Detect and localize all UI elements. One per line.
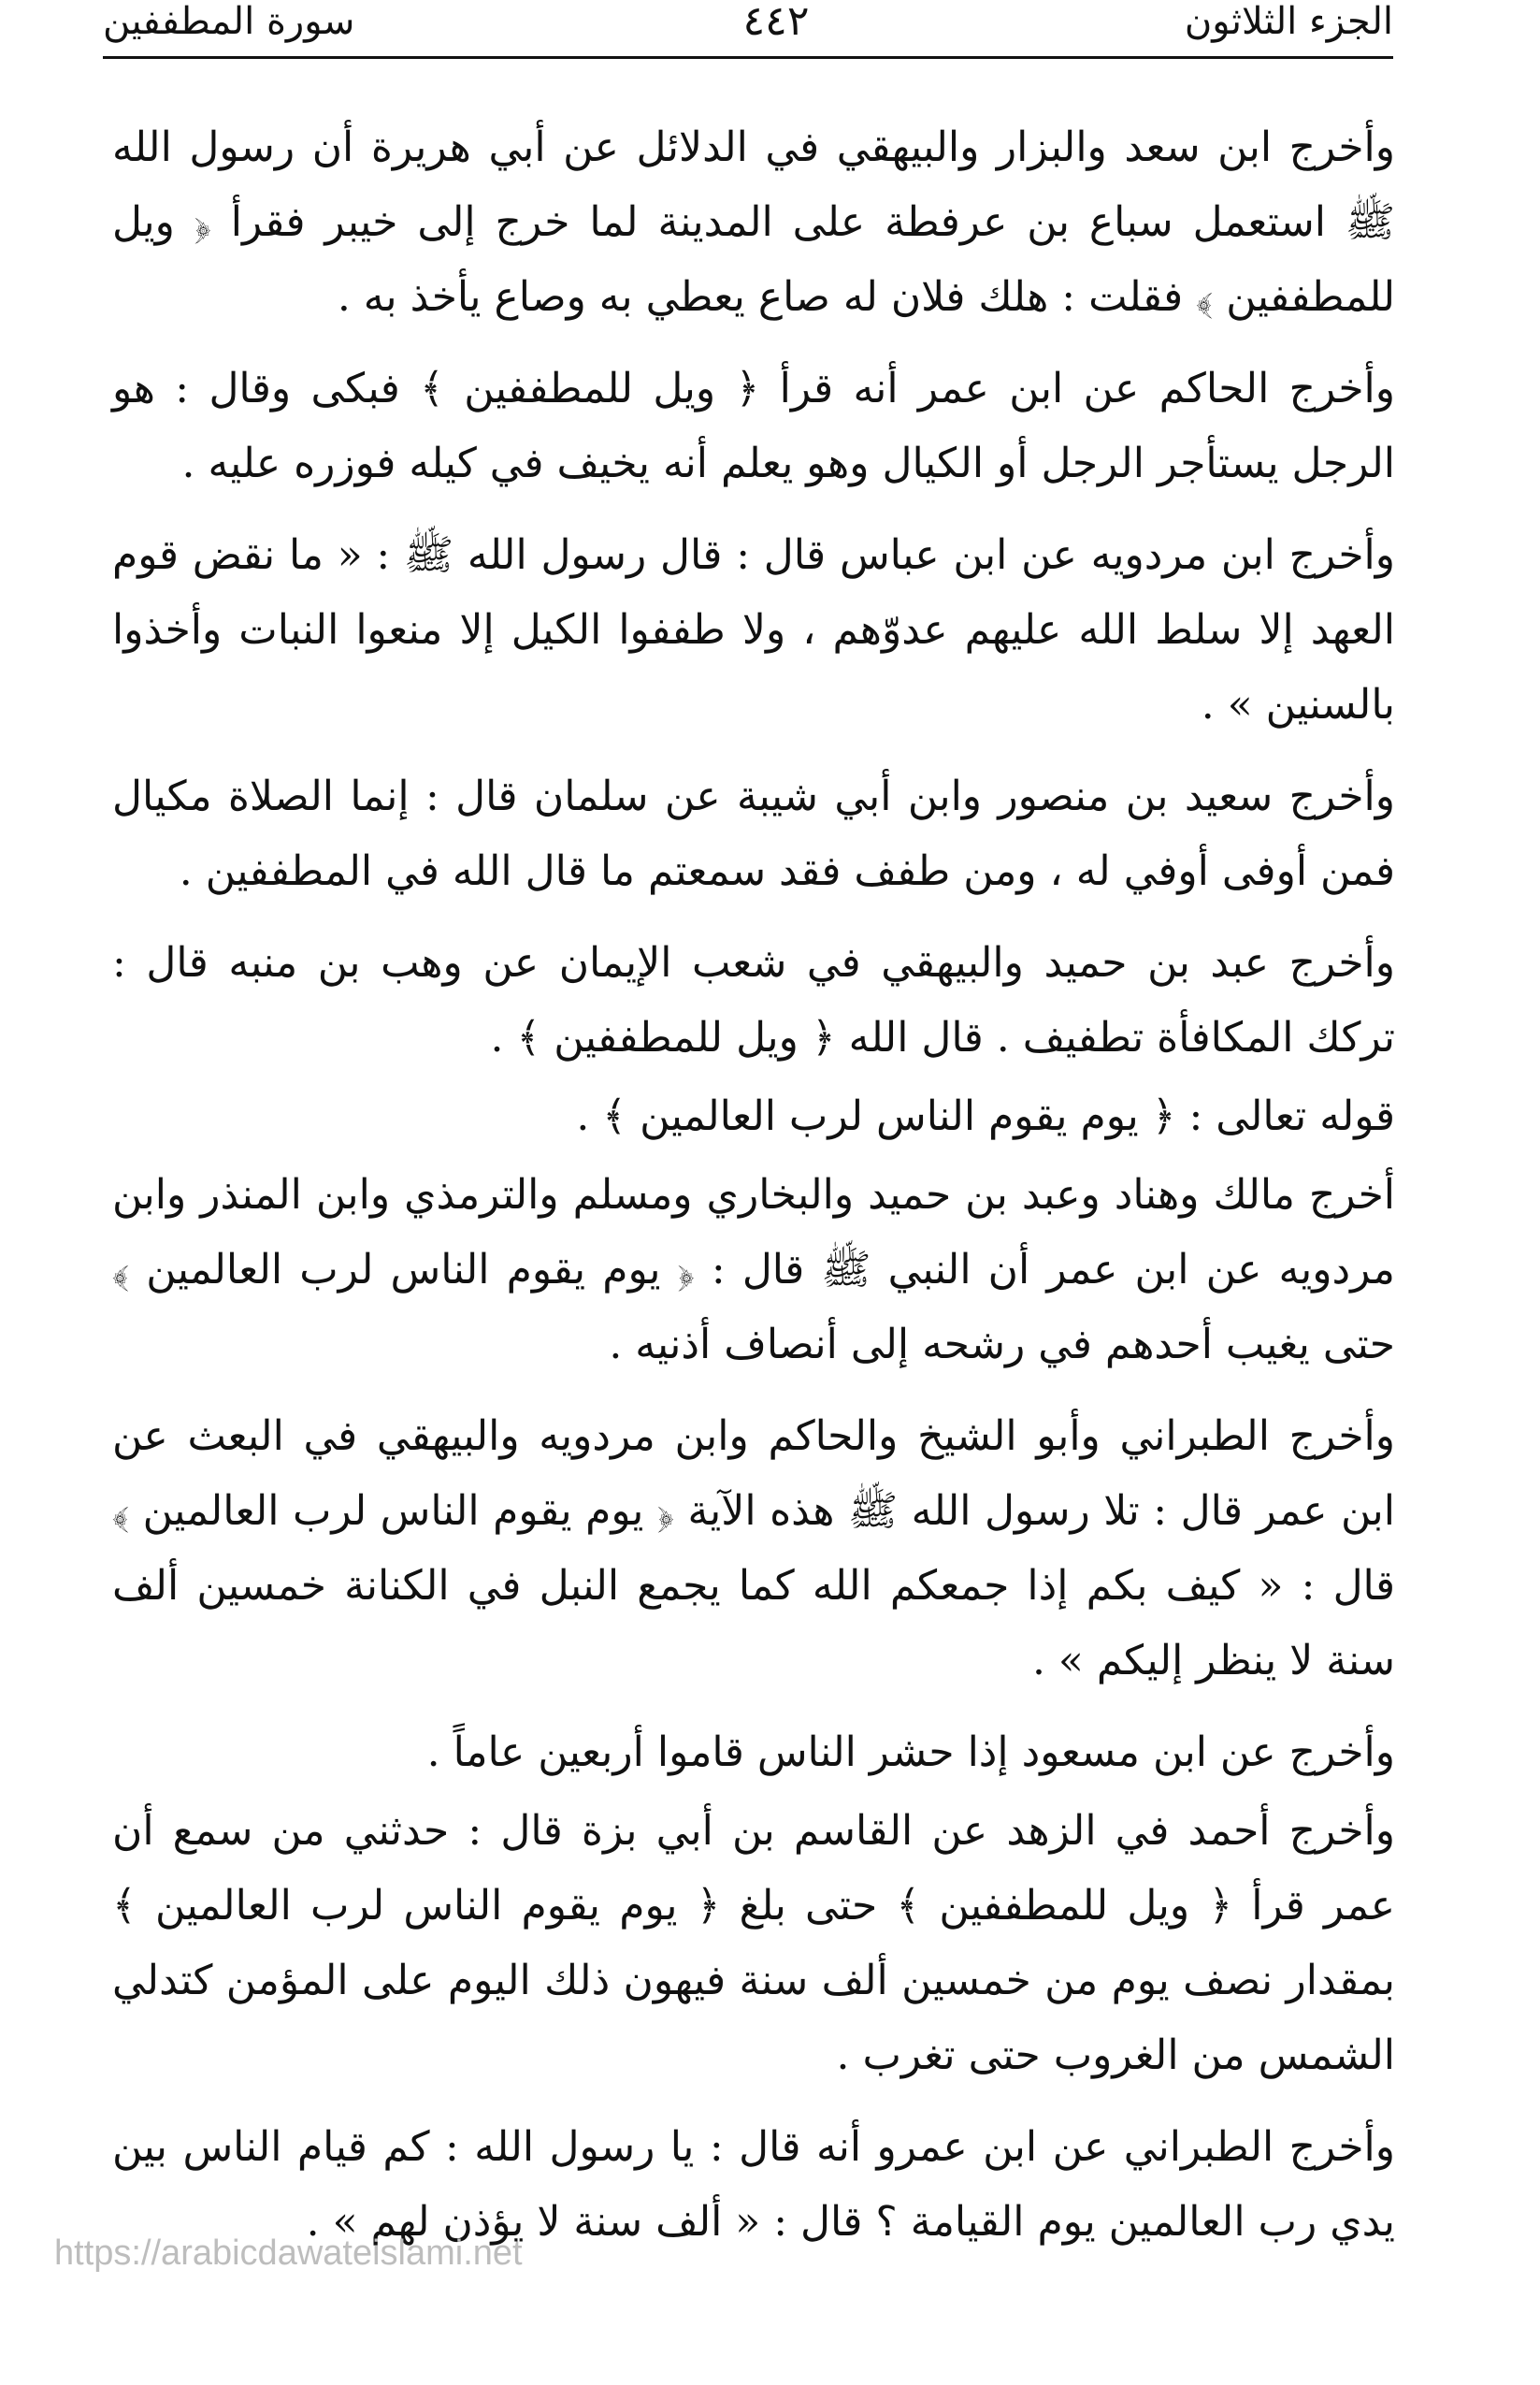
header-rule — [103, 56, 1393, 59]
watermark-url: https://arabicdawateislami.net — [54, 2233, 523, 2273]
paragraph-9: وأخرج عن ابن مسعود إذا حشر الناس قاموا أربعين عاماً . — [426, 1728, 1395, 1776]
paragraph-10: وأخرج أحمد في الزهد عن القاسم بن أبي بزة قال : حدثني من سمع أن عمر قرأ ﴿ ويل للمطففين ﴾ حتى بلغ ﴿ يوم يقوم الناس لرب العالمين ﴾ بمقدار نصف يوم من خمسين ألف سنة فيهون ذلك اليوم على المؤمن كتدلي الشمس من الغروب حتى تغرب . — [112, 1807, 1395, 2079]
paragraph-11: وأخرج الطبراني عن ابن عمرو أنه قال : يا رسول الله : كم قيام الناس بين يدي رب العالمين يوم القيامة ؟ قال : « ألف سنة لا يؤذن لهم » . — [112, 2123, 1395, 2246]
paragraph-7: أخرج مالك وهناد وعبد بن حميد والبخاري ومسلم والترمذي وابن المنذر وابن مردويه عن ابن عمر أن النبي ﷺ قال : ﴿ يوم يقوم الناس لرب العالمين ﴾ حتى يغيب أحدهم في رشحه إلى أنصاف أذنيه . — [112, 1171, 1395, 1368]
paragraph-3: وأخرج ابن مردويه عن ابن عباس قال : قال رسول الله ﷺ : « ما نقض قوم العهد إلا سلط الله عليهم عدوّهم ، ولا طففوا الكيل إلا منعوا النبات وأخذوا بالسنين » . — [112, 531, 1395, 729]
header-surah-title: سورة المطففين — [103, 0, 355, 43]
body-text — [112, 110, 1395, 2277]
header-part-title: الجزء الثلاثون — [1184, 0, 1393, 43]
paragraph-8: وأخرج الطبراني وأبو الشيخ والحاكم وابن مردويه والبيهقي في البعث عن ابن عمر قال : تلا رسول الله ﷺ هذه الآية ﴿ يوم يقوم الناس لرب العالمين ﴾ قال : « كيف بكم إذا جمعكم الله كما يجمع النبل في الكنانة خمسين ألف سنة لا ينظر إليكم » . — [112, 1412, 1395, 1684]
paragraph-2: وأخرج الحاكم عن ابن عمر أنه قرأ ﴿ ويل للمطففين ﴾ فبكى وقال : هو الرجل يستأجر الرجل أو الكيال وهو يعلم أنه يخيف في كيله فوزره عليه . — [112, 365, 1395, 487]
running-header — [103, 0, 1393, 45]
paragraph-1: وأخرج ابن سعد والبزار والبيهقي في الدلائل عن أبي هريرة أن رسول الله ﷺ استعمل سباع بن عرفطة على المدينة لما خرج إلى خيبر فقرأ ﴿ ويل للمطففين ﴾ فقلت : هلك فلان له صاع يعطي به وصاع يأخذ به . — [112, 123, 1395, 321]
paragraph-6: قوله تعالى : ﴿ يوم يقوم الناس لرب العالمين ﴾ . — [576, 1092, 1395, 1140]
paragraph-4: وأخرج سعيد بن منصور وابن أبي شيبة عن سلمان قال : إنما الصلاة مكيال فمن أوفى أوفي له ، ومن طفف فقد سمعتم ما قال الله في المطففين . — [112, 773, 1395, 895]
paragraph-5: وأخرج عبد بن حميد والبيهقي في شعب الإيمان عن وهب بن منبه قال : تركك المكافأة تطفيف . قال الله ﴿ ويل للمطففين ﴾ . — [112, 939, 1395, 1062]
page-number: ٤٤٢ — [742, 0, 810, 45]
